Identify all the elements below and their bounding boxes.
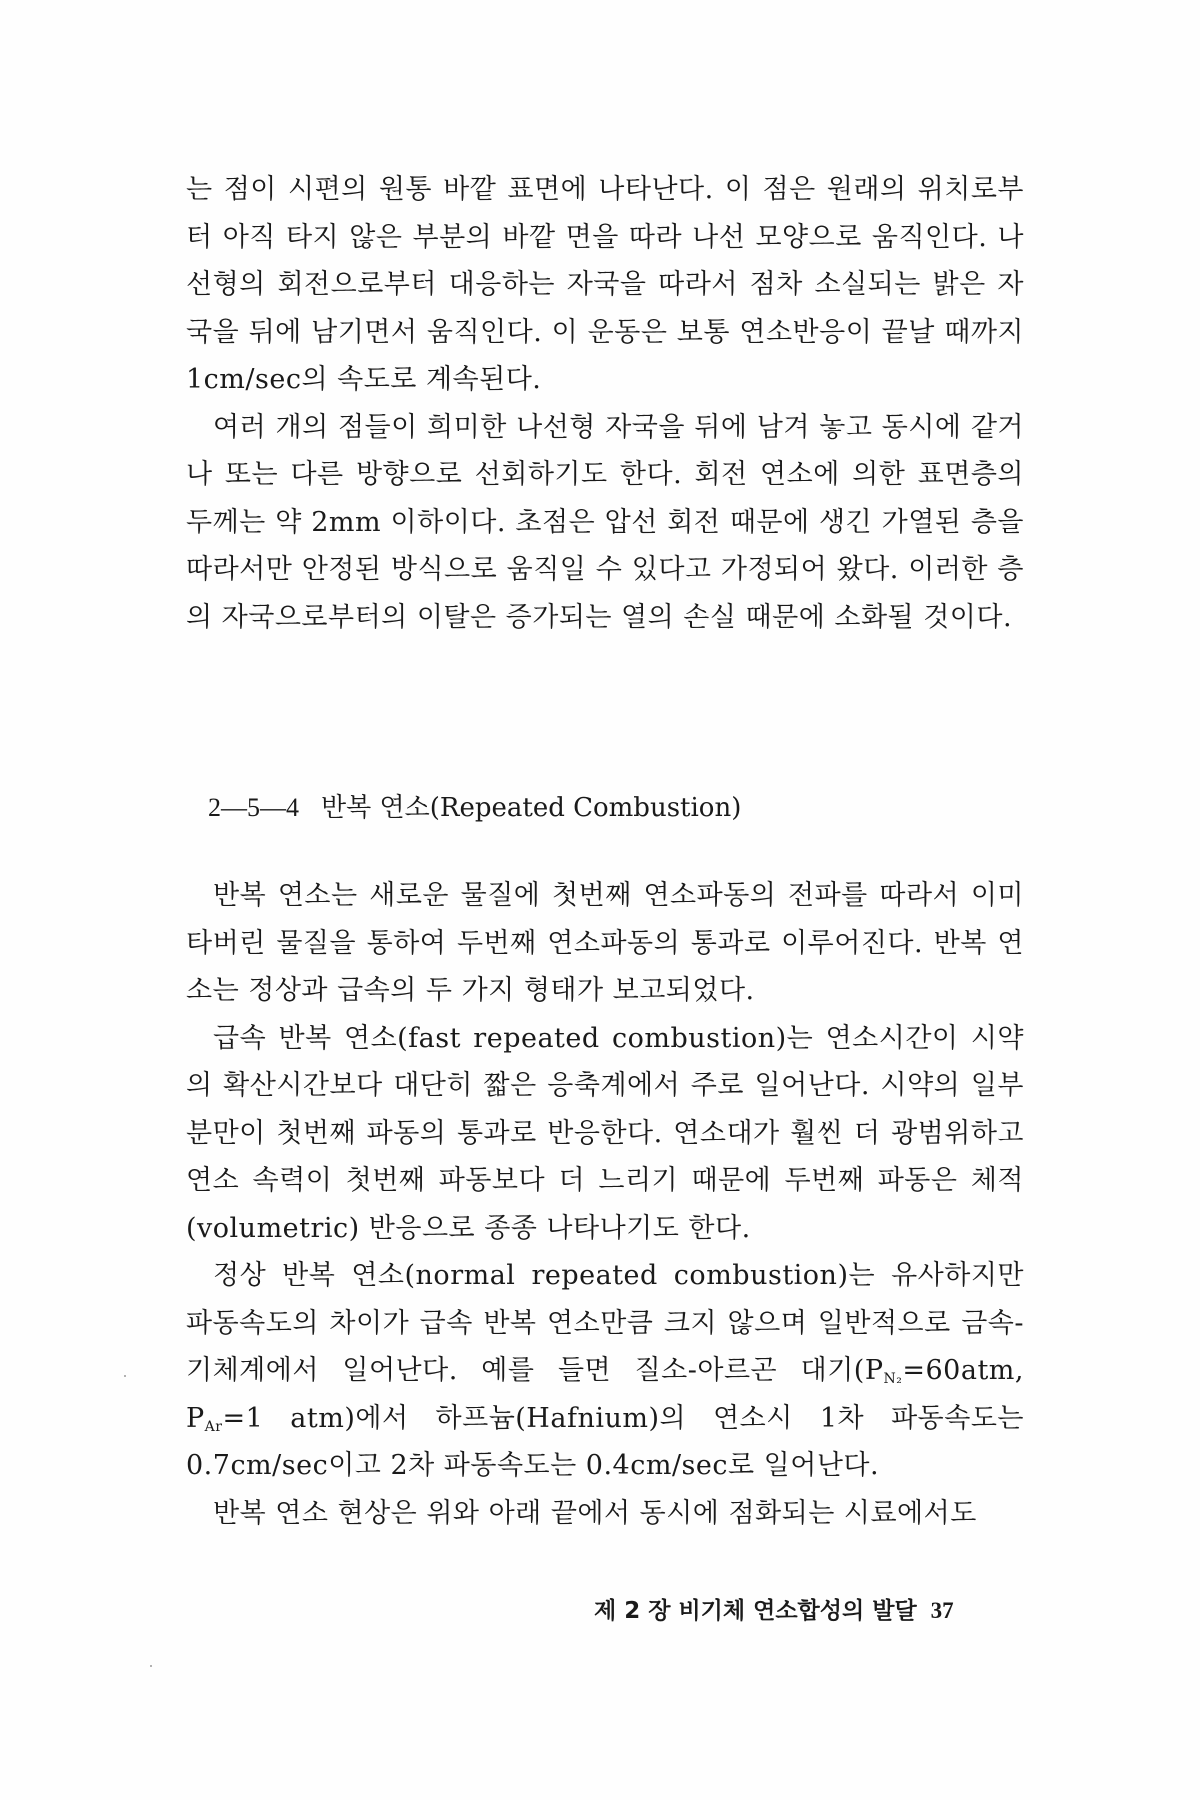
scan-speck — [124, 1375, 126, 1377]
paragraph: 반복 연소 현상은 위와 아래 끝에서 동시에 점화되는 시료에서도 — [213, 1497, 977, 1529]
paragraph-segment: =60atm, P — [186, 1355, 1024, 1434]
section-number: 2—5—4 — [208, 793, 299, 822]
paragraph-segment: =1 atm)에서 하프늄(Hafnium)의 연소시 1차 파동속도는 0.7cm/sec이고 2차 파동속도는 0.4cm/sec로 일어난다. — [186, 1402, 1024, 1481]
section-title: 반복 연소(Repeated Combustion) — [321, 793, 742, 823]
page-footer — [594, 1595, 954, 1627]
paragraph: 급속 반복 연소(fast repeated combustion)는 연소시간이 시약의 확산시간보다 대단히 짧은 응축계에서 주로 일어난다. 시약의 일부분만이 첫번째 파동의 통과로 반응한다. 연소대가 훨씬 더 광범위하고 연소 속력이 첫번째 파동보다 더 느리기 때문에 두번째 파동은 체적(volumetric) 반응으로 종종 나타나기도 한다. — [186, 1022, 1024, 1244]
scan-speck — [150, 1665, 152, 1667]
paragraph — [186, 1252, 1024, 1490]
subscript-n2: N₂ — [883, 1371, 903, 1387]
paragraph: 는 점이 시편의 원통 바깥 표면에 나타난다. 이 점은 원래의 위치로부터 아직 타지 않은 부분의 바깥 면을 따라 나선 모양으로 움직인다. 나선형의 회전으로부터 대응하는 자국을 따라서 점차 소실되는 밝은 자국을 뒤에 남기면서 움직인다. 이 운동은 보통 연소반응이 끝날 때까지 1cm/sec의 속도로 계속된다. — [186, 174, 1024, 395]
page-number: 37 — [930, 1598, 954, 1623]
body-text-lower — [186, 872, 1024, 1537]
running-head: 제 2 장 비기체 연소합성의 발달 — [594, 1598, 917, 1624]
section-heading — [208, 788, 741, 828]
paragraph: 반복 연소는 새로운 물질에 첫번째 연소파동의 전파를 따라서 이미 타버린 물질을 통하여 두번째 연소파동의 통과로 이루어진다. 반복 연소는 정상과 급속의 두 가지 형태가 보고되었다. — [186, 880, 1024, 1006]
paragraph-segment: 정상 반복 연소(normal repeated combustion)는 유사하지만 파동속도의 차이가 급속 반복 연소만큼 크지 않으며 일반적으로 금속-기체계에서 일어난다. 예를 들면 질소-아르곤 대기(P — [186, 1260, 1024, 1386]
paragraph: 여러 개의 점들이 희미한 나선형 자국을 뒤에 남겨 놓고 동시에 같거나 또는 다른 방향으로 선회하기도 한다. 회전 연소에 의한 표면층의 두께는 약 2mm 이하이다. 초점은 압선 회전 때문에 생긴 가열된 층을 따라서만 안정된 방식으로 움직일 수 있다고 가정되어 왔다. 이러한 층의 자국으로부터의 이탈은 증가되는 열의 손실 때문에 소화될 것이다. — [186, 411, 1024, 633]
body-text-upper — [186, 166, 1024, 641]
subscript-ar: Ar — [204, 1418, 223, 1435]
